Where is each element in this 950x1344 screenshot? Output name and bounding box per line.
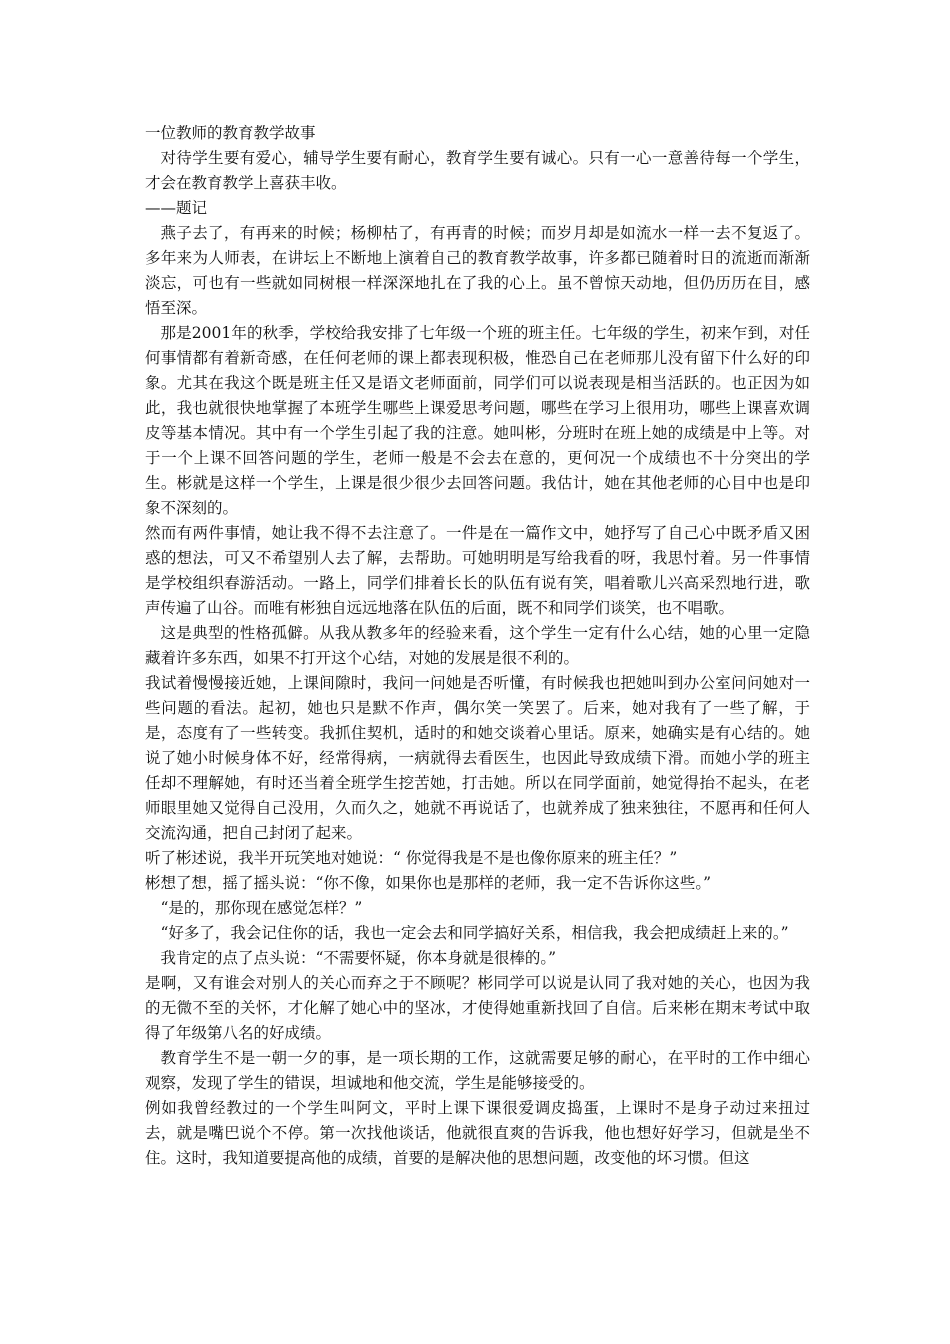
paragraph: 彬想了想，摇了摇头说：“你不像，如果你也是那样的老师，我一定不告诉你这些。” [145, 874, 712, 892]
epigraph-signature: ——题记 [145, 199, 208, 217]
paragraph: 这是典型的性格孤僻。从我从教多年的经验来看，这个学生一定有什么心结，她的心里一定隐藏着许多东西，如果不打开这个心结，对她的发展是很不利的。 [145, 624, 810, 667]
document-body [145, 121, 810, 1171]
paragraph: 例如我曾经教过的一个学生叫阿文，平时上课下课很爱调皮捣蛋，上课时不是身子动过来扭过去，就是嘴巴说个不停。第一次找他谈话，他就很直爽的告诉我，他也想好好学习，但就是坐不住。这时，我知道要提高他的成绩，首要的是解决他的思想问题，改变他的坏习惯。但这 [145, 1099, 810, 1167]
document-title: 一位教师的教育教学故事 [145, 124, 316, 142]
paragraph: 听了彬述说，我半开玩笑地对她说：“ 你觉得我是不是也像你原来的班主任？” [145, 849, 678, 867]
paragraph: 是啊，又有谁会对别人的关心而弃之于不顾呢？彬同学可以说是认同了我对她的关心，也因为我的无微不至的关怀，才化解了她心中的坚冰，才使得她重新找回了自信。后来彬在期末考试中取得了年级第八名的好成绩。 [145, 974, 810, 1042]
paragraph: 燕子去了，有再来的时候；杨柳枯了，有再青的时候；而岁月却是如流水一样一去不复返了。多年来为人师表，在讲坛上不断地上演着自己的教育教学故事，许多都已随着时日的流逝而渐渐淡忘，可也有一些就如同树根一样深深地扎在了我的心上。虽不曾惊天动地，但仍历历在目，感悟至深。 [145, 224, 810, 317]
paragraph: “好多了，我会记住你的话，我也一定会去和同学搞好关系，相信我，我会把成绩赶上来的。” [160, 924, 789, 942]
paragraph: 教育学生不是一朝一夕的事，是一项长期的工作，这就需要足够的耐心，在平时的工作中细心观察，发现了学生的错误，坦诚地和他交流，学生是能够接受的。 [145, 1049, 810, 1092]
epigraph: 对待学生要有爱心，辅导学生要有耐心，教育学生要有诚心。只有一心一意善待每一个学生，才会在教育教学上喜获丰收。 [145, 149, 810, 192]
paragraph: 那是2001年的秋季，学校给我安排了七年级一个班的班主任。七年级的学生，初来乍到，对任何事情都有着新奇感，在任何老师的课上都表现积极，惟恐自己在老师那儿没有留下什么好的印象。尤其在我这个既是班主任又是语文老师面前，同学们可以说表现是相当活跃的。也正因为如此，我也就很快地掌握了本班学生哪些上课爱思考问题，哪些在学习上很用功，哪些上课喜欢调皮等基本情况。其中有一个学生引起了我的注意。她叫彬，分班时在班上她的成绩是中上等。对于一个上课不回答问题的学生，老师一般是不会去在意的，更何况一个成绩也不十分突出的学生。彬就是这样一个学生，上课是很少很少去回答问题。我估计，她在其他老师的心目中也是印象不深刻的。 [145, 324, 810, 517]
paragraph: 然而有两件事情，她让我不得不去注意了。一件是在一篇作文中，她抒写了自己心中既矛盾又困惑的想法，可又不希望别人去了解，去帮助。可她明明是写给我看的呀，我思忖着。另一件事情是学校组织春游活动。一路上，同学们排着长长的队伍有说有笑，唱着歌儿兴高采烈地行进，歌声传遍了山谷。而唯有彬独自远远地落在队伍的后面，既不和同学们谈笑，也不唱歌。 [145, 524, 810, 617]
paragraph: 我试着慢慢接近她，上课间隙时，我问一问她是否听懂，有时候我也把她叫到办公室问问她对一些问题的看法。起初，她也只是默不作声，偶尔笑一笑罢了。后来，她对我有了一些了解，于是，态度有了一些转变。我抓住契机，适时的和她交谈着心里话。原来，她确实是有心结的。她说了她小时候身体不好，经常得病，一病就得去看医生，也因此导致成绩下滑。而她小学的班主任却不理解她，有时还当着全班学生挖苦她，打击她。所以在同学面前，她觉得抬不起头，在老师眼里她又觉得自己没用，久而久之，她就不再说话了，也就养成了独来独往，不愿再和任何人交流沟通，把自己封闭了起来。 [145, 674, 810, 842]
paragraph: “是的，那你现在感觉怎样？” [160, 899, 363, 917]
paragraph: 我肯定的点了点头说：“不需要怀疑，你本身就是很棒的。” [160, 949, 557, 967]
